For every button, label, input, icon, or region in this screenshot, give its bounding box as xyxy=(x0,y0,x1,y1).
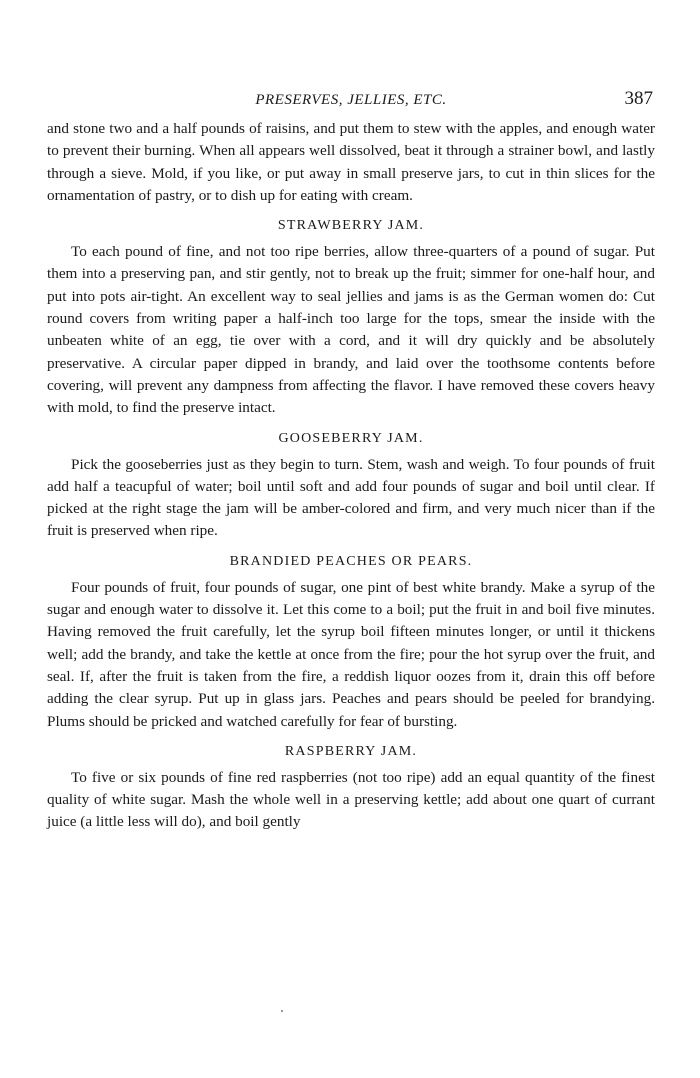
paper-speck xyxy=(281,1010,283,1012)
running-title: PRESERVES, JELLIES, ETC. xyxy=(255,92,447,108)
heading-raspberry-jam: RASPBERRY JAM. xyxy=(284,743,418,759)
paragraph-gooseberry-jam: Pick the gooseberries just as they begin to turn. Stem, wash and weigh. To four pounds of fruit add half a teacupful of water; boil until soft and add four pounds of sugar and boil until clear. If picked at the right stage the jam will be amber-colored and firm, and very much nicer than if the fruit is preserved when ripe. xyxy=(47,455,655,540)
continued-paragraph: and stone two and a half pounds of raisins, and put them to stew with the apples, and enough water to prevent their burning. When all appears well dissolved, beat it through a strainer bowl, and lastly through a sieve. Mold, if you like, or put away in small preserve jars, to cut in thin slices for the ornamentation of pastry, or to dish up for eating with cream. xyxy=(47,120,655,204)
heading-strawberry-jam: STRAWBERRY JAM. xyxy=(277,218,425,234)
paragraph-strawberry-jam: To each pound of fine, and not too ripe berries, allow three-quarters of a pound of sugar. Put them into a preserving pan, and stir gently, not to break up the fruit; simmer for one-half hour, and put into pots air-tight. An excellent way to seal jellies and jams is as the German women do: Cut round covers from writing paper a half-inch too large for the tops, smear the inside with the unbeaten white of an egg, tie over with a cord, and it will dry quickly and be absolutely preservative. A circular paper dipped in brandy, and laid over the toothsome contents before covering, will prevent any dampness from affecting the flavor. I have removed these covers heavy with mold, to find the preserve intact. xyxy=(47,243,655,417)
paragraph-raspberry-jam: To five or six pounds of fine red raspberries (not too ripe) add an equal quantity of the finest quality of white sugar. Mash the whole well in a preserving kettle; add about one quart of currant juice (a little less will do), and boil gently xyxy=(47,768,655,831)
paragraph-brandied-peaches: Four pounds of fruit, four pounds of sugar, one pint of best white brandy. Make a syrup of the sugar and enough water to dissolve it. Let this come to a boil; put the fruit in and boil five minutes. Having removed the fruit carefully, let the syrup boil fifteen minutes longer, or until it thickens well; add the brandy, and take the kettle at once from the fire; pour the hot syrup over the fruit, and seal. If, after the fruit is taken from the fire, a reddish liquor oozes from it, drain this off before adding the clear syrup. Put up in glass jars. Peaches and pears should be peeled for brandying. Plums should be pricked and watched carefully for fear of bursting. xyxy=(47,578,655,730)
running-head xyxy=(47,88,655,118)
heading-brandied-peaches: BRANDIED PEACHES OR PEARS. xyxy=(229,553,473,569)
heading-gooseberry-jam: GOOSEBERRY JAM. xyxy=(278,430,424,446)
page-number: 387 xyxy=(624,88,653,109)
book-page xyxy=(47,88,655,834)
